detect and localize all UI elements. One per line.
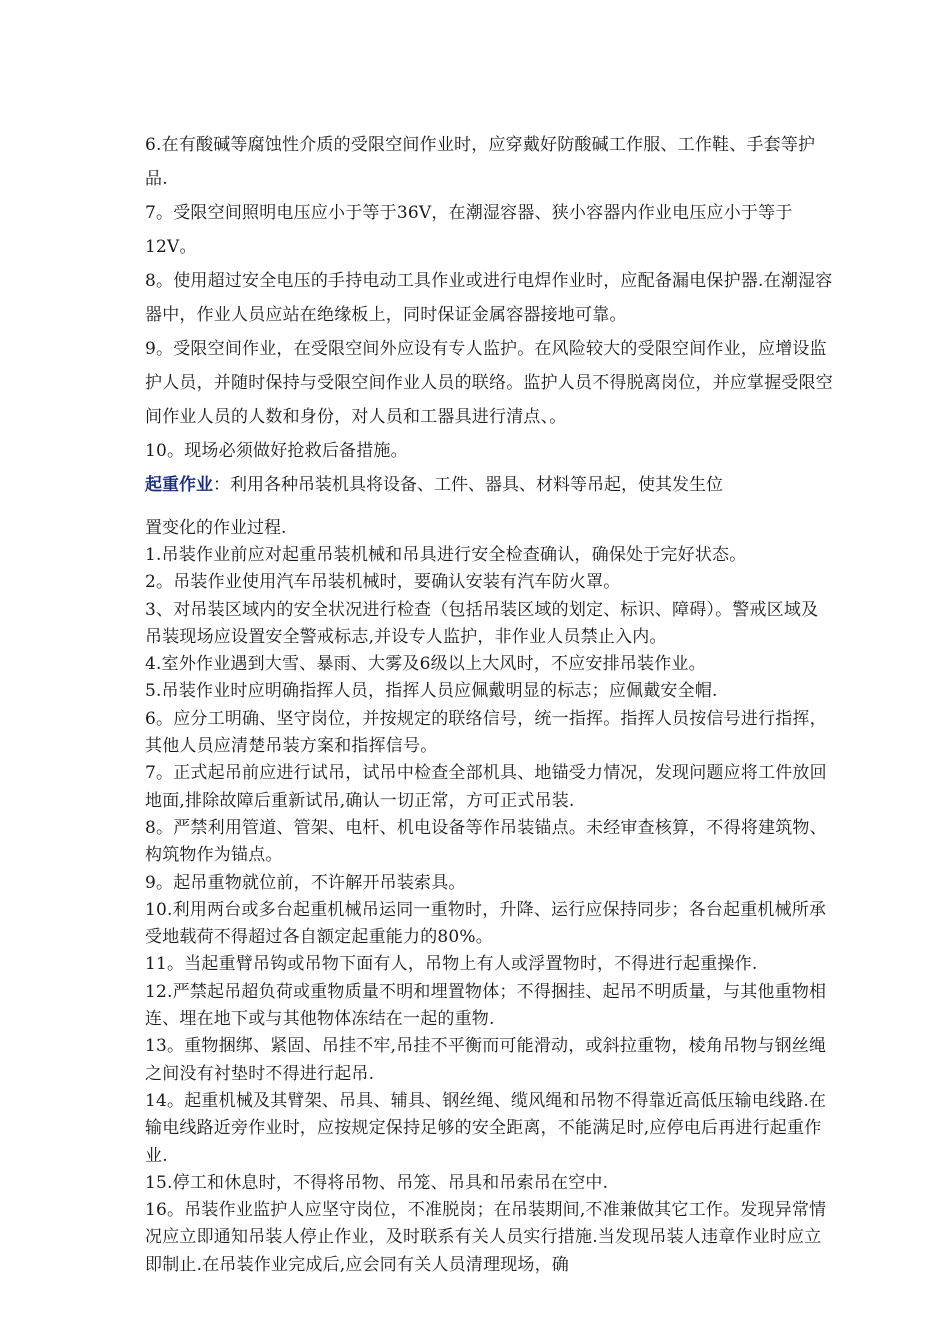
lifting-intro-text: ：利用各种吊装机具将设备、工件、器具、材料等吊起，使其发生位 xyxy=(213,475,723,495)
list-item: 1.吊装作业前应对起重吊装机械和吊具进行安全检查确认，确保处于完好状态。 xyxy=(145,545,747,565)
section-heading-lifting: 起重作业 xyxy=(145,475,213,495)
list-item: 15.停工和休息时，不得将吊物、吊笼、吊具和吊索吊在空中. xyxy=(145,1172,609,1193)
list-item: 9。受限空间作业，在受限空间外应设有专人监护。在风险较大的受限空间作业，应增设监护人员，并随时保持与受限空间作业人员的联络。监护人员不得脱离岗位，并应掌握受限空间作业人员的人数和身份，对人员和工器具进行清点、。 xyxy=(145,339,833,427)
list-item: 3、对吊装区域内的安全状况进行检查（包括吊装区域的划定、标识、障碍）。警戒区域及吊装现场应设置安全警戒标志,并设专人监护，非作业人员禁止入内。 xyxy=(145,599,819,647)
list-item: 8。严禁利用管道、管架、电杆、机电设备等作吊装锚点。未经审查核算，不得将建筑物、构筑物作为锚点。 xyxy=(145,817,827,866)
list-item: 9。起吊重物就位前，不许解开吊装索具。 xyxy=(145,872,466,893)
list-item: 6。应分工明确、坚守岗位，并按规定的联络信号，统一指挥。指挥人员按信号进行指挥，其他人员应清楚吊装方案和指挥信号。 xyxy=(145,708,827,757)
list-item: 11。当起重臂吊钩或吊物下面有人，吊物上有人或浮置物时，不得进行起重操作. xyxy=(145,954,758,975)
list-item: 6.在有酸碱等腐蚀性介质的受限空间作业时，应穿戴好防酸碱工作服、工作鞋、手套等护品. xyxy=(145,135,816,189)
confined-space-list xyxy=(145,128,835,468)
list-item: 14。起重机械及其臂架、吊具、辅具、钢丝绳、缆风绳和吊物不得靠近高低压输电线路.在输电线路近旁作业时，应按规定保持足够的安全距离，不能满足时,应停电后再进行起重作业. xyxy=(145,1090,827,1166)
list-item: 13。重物捆绑、紧固、吊挂不牢,吊挂不平衡而可能滑动，或斜拉重物，棱角吊物与钢丝绳之间没有衬垫时不得进行起吊. xyxy=(145,1036,827,1084)
list-item: 16。吊装作业监护人应坚守岗位，不准脱岗；在吊装期间,不准兼做其它工作。发现异常情况应立即通知吊装人停止作业，及时联系有关人员实行措施.当发现吊装人违章作业时应立即制止.在吊装作业完成后,应会同有关人员清理现场，确 xyxy=(145,1200,827,1275)
lifting-section-intro xyxy=(145,468,835,502)
lifting-list xyxy=(145,542,835,1279)
list-item: 8。使用超过安全电压的手持电动工具作业或进行电焊作业时，应配备漏电保护器.在潮湿容器中，作业人员应站在绝缘板上，同时保证金属容器接地可靠。 xyxy=(145,271,833,325)
list-item: 7。正式起吊前应进行试吊，试吊中检查全部机具、地锚受力情况，发现问题应将工件放回地面,排除故障后重新试吊,确认一切正常，方可正式吊装. xyxy=(145,763,827,811)
list-item: 10.利用两台或多台起重机械吊运同一重物时，升降、运行应保持同步；各台起重机械所承受地载荷不得超过各自额定起重能力的80%。 xyxy=(145,899,827,948)
list-item: 7。受限空间照明电压应小于等于36V，在潮湿容器、狭小容器内作业电压应小于等于12V。 xyxy=(145,203,793,257)
list-item: 4.室外作业遇到大雪、暴雨、大雾及6级以上大风时，不应安排吊装作业。 xyxy=(145,654,706,675)
list-item: 5.吊装作业时应明确指挥人员，指挥人员应佩戴明显的标志；应佩戴安全帽. xyxy=(145,681,718,702)
document-page xyxy=(145,128,835,1279)
list-item: 12.严禁起吊超负荷或重物质量不明和埋置物体；不得捆挂、起吊不明质量，与其他重物相连、埋在地下或与其他物体冻结在一起的重物. xyxy=(145,981,827,1030)
lifting-intro-continuation: 置变化的作业过程. xyxy=(145,518,287,538)
list-item: 2。吊装作业使用汽车吊装机械时，要确认安装有汽车防火罩。 xyxy=(145,572,621,593)
list-item: 10。现场必须做好抢救后备措施。 xyxy=(145,441,408,461)
